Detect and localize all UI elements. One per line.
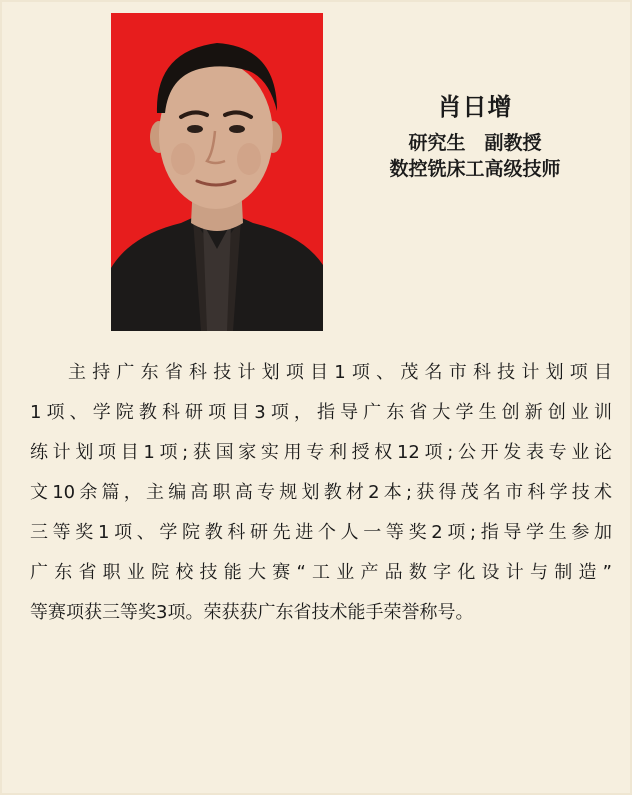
person-name: 肖日增 xyxy=(437,92,513,121)
portrait-photo xyxy=(111,13,323,331)
bio-line: 练计划项目1项;获国家实用专利授权12项;公开发表专业论 xyxy=(30,442,612,463)
bio-line: 广东省职业院校技能大赛“工业产品数字化设计与制造” xyxy=(30,562,612,583)
bio-line: 主持广东省科技计划项目1项、茂名市科技计划项目 xyxy=(68,362,612,383)
biography-text xyxy=(30,353,612,633)
person-portrait-illustration xyxy=(111,13,323,331)
name-block xyxy=(340,92,610,182)
bio-line: 1项、学院教科研项目3项，指导广东省大学生创新创业训 xyxy=(30,402,612,423)
bio-line: 等赛项获三等奖3项。荣获获广东省技术能手荣誉称号。 xyxy=(30,602,474,623)
bio-line: 文10余篇，主编高职高专规划教材2本;获得茂名市科学技术 xyxy=(30,482,612,503)
technical-title: 数控铣床工高级技师 xyxy=(389,158,561,180)
bio-line: 三等奖1项、学院教科研先进个人一等奖2项;指导学生参加 xyxy=(30,522,612,543)
academic-title: 研究生 副教授 xyxy=(408,132,542,154)
